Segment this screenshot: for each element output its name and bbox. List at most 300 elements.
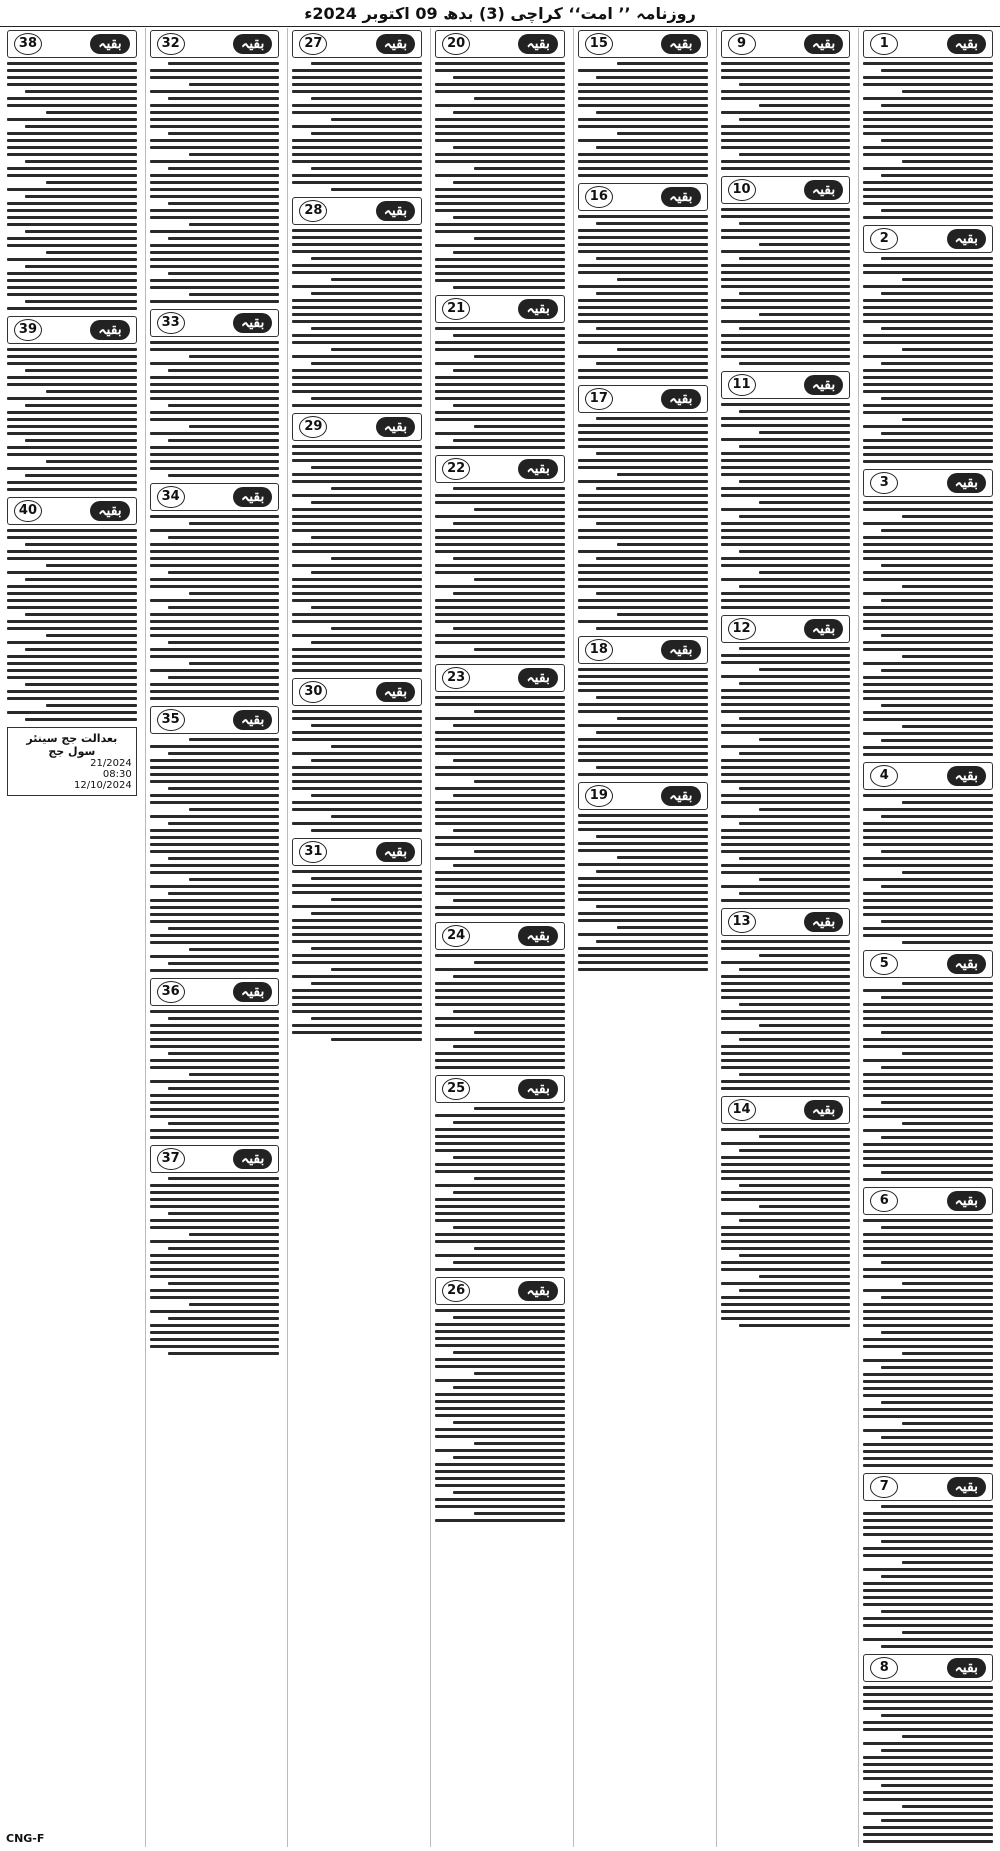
- text-line: [617, 717, 708, 720]
- text-line: [7, 167, 137, 170]
- text-line: [7, 697, 137, 700]
- text-line: [739, 83, 851, 86]
- text-line: [578, 814, 708, 817]
- text-line: [435, 362, 565, 365]
- text-line: [435, 139, 565, 142]
- text-line: [863, 1791, 993, 1794]
- text-line: [863, 1094, 993, 1097]
- text-line: [739, 327, 851, 330]
- text-line: [453, 794, 565, 797]
- text-line: [721, 1191, 851, 1194]
- text-line: [435, 1463, 565, 1466]
- text-line: [721, 236, 851, 239]
- text-line: [863, 899, 993, 902]
- baqia-header: [435, 30, 565, 58]
- text-line: [863, 320, 993, 323]
- text-line: [881, 1331, 993, 1334]
- text-line: [863, 1394, 993, 1397]
- text-line: [863, 1582, 993, 1585]
- text-line: [7, 237, 137, 240]
- text-line: [189, 878, 280, 881]
- text-line: [863, 460, 993, 463]
- baqia-header: [578, 183, 708, 211]
- text-line: [150, 1066, 280, 1069]
- text-line: [721, 1310, 851, 1313]
- text-line: [292, 585, 422, 588]
- text-line: [721, 1268, 851, 1271]
- baqia-header: [578, 385, 708, 413]
- text-line: [759, 243, 850, 246]
- text-line: [578, 466, 708, 469]
- text-line: [292, 1010, 422, 1013]
- text-line: [150, 453, 280, 456]
- text-line: [150, 69, 280, 72]
- text-line: [721, 578, 851, 581]
- text-line: [435, 871, 565, 874]
- text-line: [863, 1359, 993, 1362]
- text-line: [863, 557, 993, 560]
- text-line: [453, 439, 565, 442]
- text-line: [863, 1728, 993, 1731]
- text-line: [435, 571, 565, 574]
- baqia-block: [146, 978, 284, 1139]
- text-line: [721, 543, 851, 546]
- text-line: [292, 104, 422, 107]
- text-line: [721, 208, 851, 211]
- text-line: [7, 293, 137, 296]
- text-line: [311, 62, 423, 65]
- text-line: [739, 1289, 851, 1292]
- text-line: [189, 223, 280, 226]
- baqia-label: بقیہ: [233, 487, 272, 507]
- text-line: [881, 139, 993, 142]
- baqia-number: 26: [442, 1280, 470, 1302]
- baqia-header: [863, 762, 993, 790]
- text-line: [292, 613, 422, 616]
- text-line: [435, 906, 565, 909]
- text-line: [863, 285, 993, 288]
- text-line: [292, 146, 422, 149]
- baqia-label: بقیہ: [804, 912, 843, 932]
- text-line: [453, 286, 565, 289]
- text-line: [292, 306, 422, 309]
- text-line: [435, 62, 565, 65]
- text-line: [292, 926, 422, 929]
- text-line: [150, 460, 280, 463]
- text-line: [578, 599, 708, 602]
- text-line: [189, 808, 280, 811]
- text-line: [474, 1247, 565, 1250]
- text-line: [863, 1840, 993, 1843]
- text-line: [721, 459, 851, 462]
- text-line: [596, 327, 708, 330]
- text-line: [863, 676, 993, 679]
- text-line: [435, 996, 565, 999]
- text-line: [7, 97, 137, 100]
- text-line: [7, 669, 137, 672]
- text-line: [881, 1436, 993, 1439]
- text-line: [7, 383, 137, 386]
- baqia-header: [292, 678, 422, 706]
- text-line: [292, 550, 422, 553]
- text-line: [596, 362, 708, 365]
- text-line: [435, 188, 565, 191]
- text-line: [150, 934, 280, 937]
- text-line: [453, 864, 565, 867]
- baqia-block: [146, 1145, 284, 1355]
- text-line: [863, 181, 993, 184]
- news-column: [858, 28, 997, 1847]
- text-line: [863, 188, 993, 191]
- text-line: [596, 292, 708, 295]
- baqia-number: 37: [157, 1148, 185, 1170]
- text-line: [435, 1379, 565, 1382]
- text-line: [7, 216, 137, 219]
- text-line: [596, 222, 708, 225]
- text-line: [902, 585, 993, 588]
- text-line: [435, 1519, 565, 1522]
- body-text: [431, 1107, 569, 1271]
- text-line: [863, 613, 993, 616]
- text-line: [150, 899, 280, 902]
- text-line: [311, 397, 423, 400]
- baqia-label: بقیہ: [947, 1191, 986, 1211]
- text-line: [453, 181, 565, 184]
- text-line: [25, 404, 137, 407]
- text-line: [902, 725, 993, 728]
- text-line: [168, 1177, 280, 1180]
- baqia-number: 18: [585, 639, 613, 661]
- baqia-header: [721, 615, 851, 643]
- text-line: [881, 669, 993, 672]
- text-line: [863, 550, 993, 553]
- text-line: [578, 376, 708, 379]
- text-line: [435, 1149, 565, 1152]
- text-line: [435, 529, 565, 532]
- text-line: [292, 320, 422, 323]
- text-line: [739, 550, 851, 553]
- text-line: [863, 1624, 993, 1627]
- text-line: [150, 76, 280, 79]
- text-line: [596, 627, 708, 630]
- text-line: [46, 111, 137, 114]
- text-line: [25, 578, 137, 581]
- body-text: [288, 870, 426, 1041]
- text-line: [435, 104, 565, 107]
- text-line: [189, 1233, 280, 1236]
- baqia-number: 29: [299, 416, 327, 438]
- text-line: [150, 125, 280, 128]
- text-line: [863, 306, 993, 309]
- text-line: [150, 300, 280, 303]
- baqia-block: [574, 636, 712, 776]
- text-line: [578, 703, 708, 706]
- text-line: [311, 97, 423, 100]
- text-line: [150, 209, 280, 212]
- text-line: [721, 780, 851, 783]
- text-line: [863, 592, 993, 595]
- text-line: [168, 62, 280, 65]
- baqia-header: [721, 30, 851, 58]
- text-line: [292, 905, 422, 908]
- baqia-label: بقیہ: [376, 201, 415, 221]
- text-line: [435, 1435, 565, 1438]
- text-line: [721, 759, 851, 762]
- text-line: [721, 132, 851, 135]
- text-line: [578, 306, 708, 309]
- text-line: [721, 1296, 851, 1299]
- baqia-block: [288, 30, 426, 191]
- text-line: [721, 1128, 851, 1131]
- text-line: [292, 90, 422, 93]
- baqia-label: بقیہ: [518, 1079, 557, 1099]
- text-line: [881, 69, 993, 72]
- text-line: [739, 857, 851, 860]
- text-line: [739, 257, 851, 260]
- text-line: [863, 1303, 993, 1306]
- text-line: [7, 376, 137, 379]
- baqia-block: [717, 908, 855, 1090]
- text-line: [150, 251, 280, 254]
- text-line: [881, 920, 993, 923]
- baqia-header: [435, 1277, 565, 1305]
- text-line: [311, 724, 423, 727]
- text-line: [435, 613, 565, 616]
- text-line: [721, 1282, 851, 1285]
- baqia-block: [859, 225, 997, 463]
- text-line: [863, 648, 993, 651]
- text-line: [25, 300, 137, 303]
- text-line: [150, 1219, 280, 1222]
- text-line: [150, 216, 280, 219]
- text-line: [863, 1547, 993, 1550]
- text-line: [759, 501, 850, 504]
- body-text: [431, 327, 569, 449]
- text-line: [863, 369, 993, 372]
- text-line: [881, 634, 993, 637]
- baqia-header: [863, 1187, 993, 1215]
- text-line: [453, 627, 565, 630]
- text-line: [150, 376, 280, 379]
- baqia-number: 10: [728, 179, 756, 201]
- text-line: [721, 76, 851, 79]
- text-line: [311, 132, 423, 135]
- text-line: [721, 1087, 851, 1090]
- text-line: [721, 90, 851, 93]
- text-line: [863, 1512, 993, 1515]
- baqia-label: بقیہ: [804, 1100, 843, 1120]
- text-line: [578, 264, 708, 267]
- text-line: [331, 118, 422, 121]
- text-line: [596, 870, 708, 873]
- text-line: [150, 1275, 280, 1278]
- text-line: [292, 390, 422, 393]
- text-line: [292, 752, 422, 755]
- text-line: [863, 1345, 993, 1348]
- body-text: [574, 668, 712, 776]
- baqia-label: بقیہ: [661, 640, 700, 660]
- text-line: [721, 1177, 851, 1180]
- text-line: [863, 1289, 993, 1292]
- text-line: [863, 1826, 993, 1829]
- baqia-label: بقیہ: [947, 34, 986, 54]
- text-line: [150, 1191, 280, 1194]
- text-line: [150, 1205, 280, 1208]
- baqia-block: [3, 497, 141, 721]
- text-line: [435, 1233, 565, 1236]
- baqia-header: [721, 176, 851, 204]
- text-line: [881, 1749, 993, 1752]
- text-line: [863, 1108, 993, 1111]
- baqia-block: [859, 1473, 997, 1648]
- text-line: [881, 1714, 993, 1717]
- body-text: [717, 647, 855, 902]
- baqia-label: بقیہ: [518, 1281, 557, 1301]
- text-line: [435, 815, 565, 818]
- text-line: [292, 822, 422, 825]
- text-line: [435, 1358, 565, 1361]
- text-line: [578, 341, 708, 344]
- text-line: [435, 843, 565, 846]
- text-line: [150, 432, 280, 435]
- text-line: [7, 690, 137, 693]
- text-line: [435, 766, 565, 769]
- text-line: [578, 118, 708, 121]
- text-line: [863, 1693, 993, 1696]
- text-line: [7, 362, 137, 365]
- text-line: [150, 1296, 280, 1299]
- text-line: [292, 870, 422, 873]
- text-line: [578, 334, 708, 337]
- text-line: [863, 536, 993, 539]
- text-line: [435, 223, 565, 226]
- text-line: [881, 104, 993, 107]
- text-line: [881, 1261, 993, 1264]
- baqia-block: [146, 706, 284, 972]
- text-line: [435, 634, 565, 637]
- text-line: [721, 1261, 851, 1264]
- text-line: [7, 348, 137, 351]
- text-line: [25, 613, 137, 616]
- text-line: [168, 404, 280, 407]
- baqia-number: 9: [728, 33, 756, 55]
- text-line: [331, 968, 422, 971]
- text-line: [863, 1324, 993, 1327]
- text-line: [168, 606, 280, 609]
- baqia-header: [863, 1473, 993, 1501]
- baqia-label: بقیہ: [661, 34, 700, 54]
- text-line: [168, 1052, 280, 1055]
- text-line: [578, 550, 708, 553]
- baqia-label: بقیہ: [90, 320, 129, 340]
- text-line: [435, 1017, 565, 1020]
- text-line: [168, 752, 280, 755]
- text-line: [150, 683, 280, 686]
- text-line: [863, 1519, 993, 1522]
- text-line: [292, 313, 422, 316]
- baqia-number: 20: [442, 33, 470, 55]
- text-line: [721, 675, 851, 678]
- text-line: [721, 1059, 851, 1062]
- text-line: [863, 641, 993, 644]
- text-line: [435, 1052, 565, 1055]
- text-line: [435, 989, 565, 992]
- text-line: [881, 1066, 993, 1069]
- text-line: [863, 383, 993, 386]
- text-line: [721, 1031, 851, 1034]
- baqia-number: 13: [728, 911, 756, 933]
- text-line: [292, 285, 422, 288]
- text-line: [721, 1212, 851, 1215]
- text-line: [150, 578, 280, 581]
- text-line: [7, 411, 137, 414]
- text-line: [7, 425, 137, 428]
- text-line: [739, 1324, 851, 1327]
- text-line: [7, 481, 137, 484]
- text-line: [863, 453, 993, 456]
- text-line: [453, 724, 565, 727]
- text-line: [435, 892, 565, 895]
- text-line: [863, 1275, 993, 1278]
- text-line: [189, 153, 280, 156]
- text-line: [435, 1505, 565, 1508]
- text-line: [150, 1094, 280, 1097]
- text-line: [453, 1386, 565, 1389]
- text-line: [292, 522, 422, 525]
- text-line: [7, 146, 137, 149]
- text-line: [292, 480, 422, 483]
- text-line: [292, 669, 422, 672]
- text-line: [759, 571, 850, 574]
- text-line: [7, 272, 137, 275]
- text-line: [721, 1317, 851, 1320]
- text-line: [311, 877, 423, 880]
- text-line: [292, 341, 422, 344]
- text-line: [435, 432, 565, 435]
- text-line: [474, 1512, 565, 1515]
- text-line: [474, 648, 565, 651]
- text-line: [435, 1240, 565, 1243]
- text-line: [292, 445, 422, 448]
- text-line: [7, 592, 137, 595]
- text-line: [863, 1268, 993, 1271]
- text-line: [578, 710, 708, 713]
- text-line: [46, 181, 137, 184]
- text-line: [150, 174, 280, 177]
- text-line: [150, 955, 280, 958]
- text-line: [721, 731, 851, 734]
- baqia-label: بقیہ: [518, 34, 557, 54]
- text-line: [453, 522, 565, 525]
- text-line: [292, 459, 422, 462]
- baqia-number: 14: [728, 1099, 756, 1121]
- text-line: [596, 766, 708, 769]
- text-line: [7, 69, 137, 72]
- baqia-block: [574, 782, 712, 971]
- text-line: [902, 801, 993, 804]
- text-line: [150, 1010, 280, 1013]
- baqia-number: 3: [870, 472, 898, 494]
- text-line: [435, 913, 565, 916]
- baqia-label: بقیہ: [376, 417, 415, 437]
- text-line: [435, 857, 565, 860]
- text-line: [435, 585, 565, 588]
- text-line: [578, 215, 708, 218]
- text-line: [150, 1324, 280, 1327]
- text-line: [863, 508, 993, 511]
- text-line: [150, 139, 280, 142]
- text-line: [453, 369, 565, 372]
